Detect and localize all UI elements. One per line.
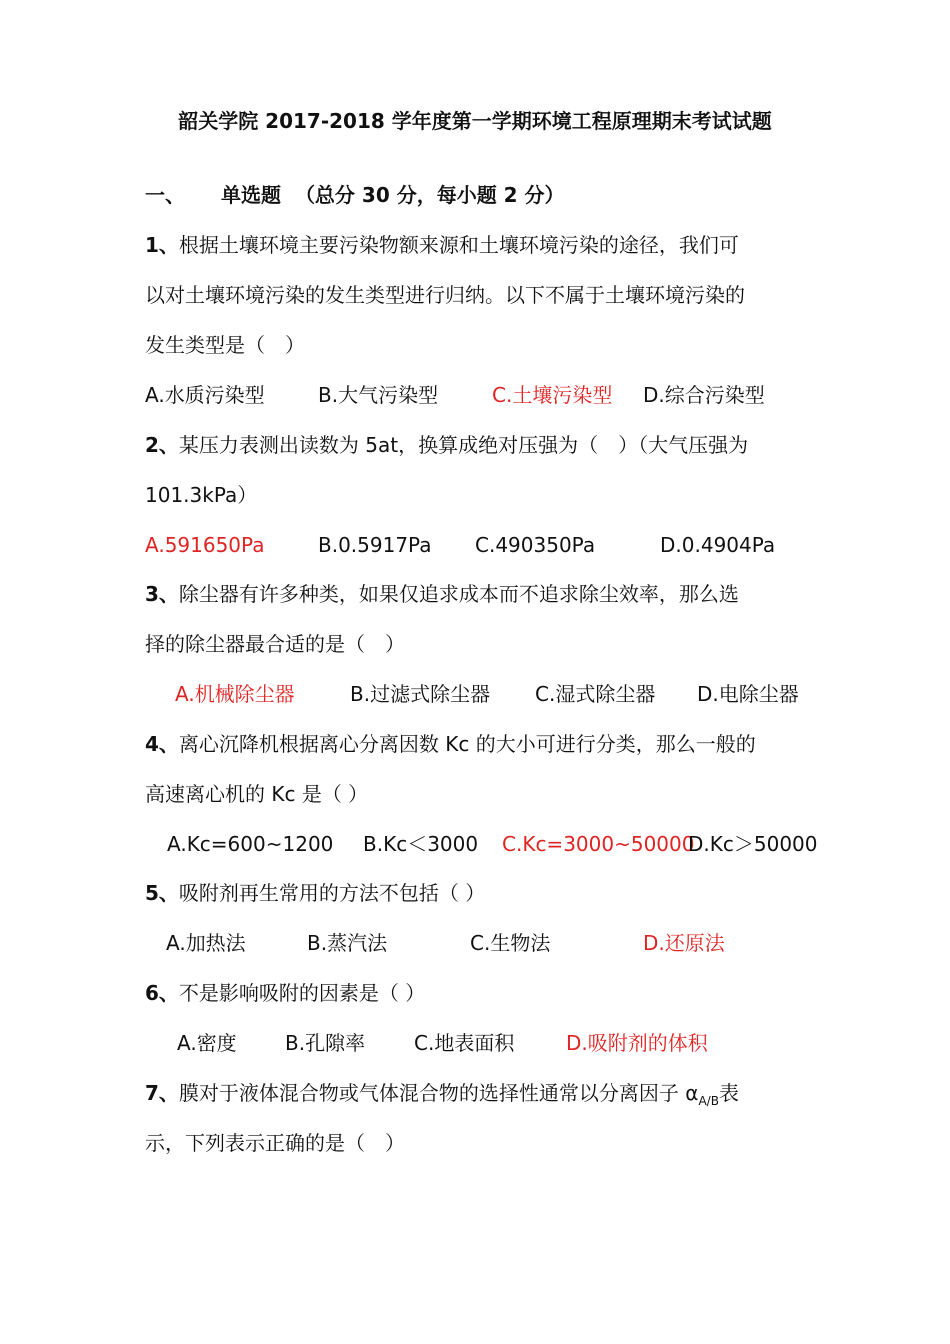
question-2-line: [145, 430, 748, 460]
option: C.490350Pa: [475, 533, 596, 557]
option: B.大气污染型: [318, 383, 439, 407]
option: C.生物法: [470, 931, 551, 955]
question-text: 吸附剂再生常用的方法不包括（ ）: [178, 881, 486, 905]
question-5-line: [145, 878, 485, 908]
question-text-tail: 表: [718, 1081, 739, 1105]
question-1-line: [145, 280, 745, 310]
question-6-options: [145, 1028, 845, 1058]
option: D.Kc＞50000: [688, 832, 818, 856]
document-title: 韶关学院 2017-2018 学年度第一学期环境工程原理期末考试试题: [178, 109, 772, 133]
section-note: （总分 30 分，每小题 2 分）: [294, 183, 565, 207]
question-text: 离心沉降机根据离心分离因数 Kc 的大小可进行分类，那么一般的: [178, 732, 756, 756]
option: A.加热法: [166, 931, 246, 955]
question-3-line: [145, 629, 405, 659]
option: D.0.4904Pa: [660, 533, 776, 557]
question-5-options: [145, 928, 845, 958]
question-number: 2、: [145, 433, 179, 457]
question-text: 以对土壤环境污染的发生类型进行归纳。以下不属于土壤环境污染的: [145, 283, 745, 307]
section-label: 单选题: [221, 183, 281, 207]
question-7-line: [145, 1078, 739, 1108]
section-heading: [145, 180, 565, 210]
option: B.Kc＜3000: [363, 832, 479, 856]
question-number: 1、: [145, 233, 179, 257]
question-text: 示，下列表示正确的是（ ）: [145, 1131, 405, 1155]
question-number: 6、: [145, 981, 179, 1005]
question-2-options: [145, 530, 845, 560]
option: D.综合污染型: [643, 383, 765, 407]
option: C.湿式除尘器: [535, 682, 656, 706]
option: A.水质污染型: [145, 383, 265, 407]
option: C.地表面积: [414, 1031, 515, 1055]
option: B.过滤式除尘器: [350, 682, 491, 706]
question-text: 不是影响吸附的因素是（ ）: [178, 981, 426, 1005]
subscript: A/B: [698, 1094, 719, 1108]
question-number: 5、: [145, 881, 179, 905]
question-2-line: [145, 480, 257, 510]
option-correct: C.Kc=3000~50000: [502, 832, 695, 856]
option-correct: D.还原法: [643, 931, 725, 955]
question-number: 7、: [145, 1081, 179, 1105]
question-7-line: [145, 1128, 405, 1158]
question-1-line: [145, 230, 739, 260]
question-6-line: [145, 978, 425, 1008]
option-correct: C.土壤污染型: [492, 383, 613, 407]
section-number: 一、: [145, 183, 185, 207]
question-text: 101.3kPa）: [145, 483, 258, 507]
question-text: 高速离心机的 Kc 是（ ）: [145, 782, 369, 806]
question-text: 发生类型是（ ）: [145, 333, 305, 357]
question-number: 4、: [145, 732, 179, 756]
question-text: 膜对于液体混合物或气体混合物的选择性通常以分离因子 α: [178, 1081, 699, 1105]
question-number: 3、: [145, 582, 179, 606]
option: B.孔隙率: [285, 1031, 366, 1055]
option: A.密度: [177, 1031, 237, 1055]
option-correct: A.机械除尘器: [175, 682, 295, 706]
question-3-options: [145, 679, 845, 709]
question-text: 除尘器有许多种类，如果仅追求成本而不追求除尘效率，那么选: [178, 582, 739, 606]
option: A.Kc=600~1200: [167, 832, 334, 856]
option: B.0.5917Pa: [318, 533, 432, 557]
question-text: 某压力表测出读数为 5at，换算成绝对压强为（ ）（大气压强为: [178, 433, 749, 457]
question-text: 择的除尘器最合适的是（ ）: [145, 632, 405, 656]
question-3-line: [145, 579, 739, 609]
question-1-options: [145, 380, 845, 410]
option-correct: D.吸附剂的体积: [566, 1031, 708, 1055]
question-4-line: [145, 779, 368, 809]
option: B.蒸汽法: [307, 931, 388, 955]
question-4-options: [145, 829, 845, 859]
option: D.电除尘器: [697, 682, 799, 706]
option-correct: A.591650Pa: [145, 533, 265, 557]
question-4-line: [145, 729, 756, 759]
question-1-line: [145, 330, 305, 360]
question-text: 根据土壤环境主要污染物额来源和土壤环境污染的途径，我们可: [178, 233, 739, 257]
